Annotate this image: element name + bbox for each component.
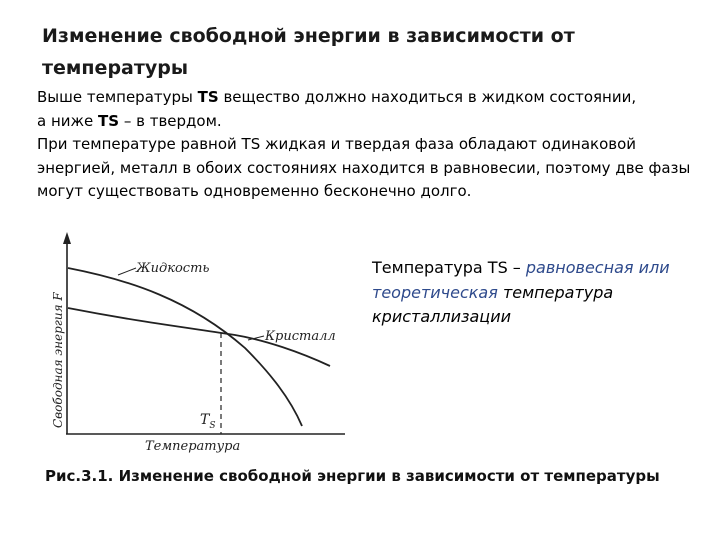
slide-title: Изменение свободной энергии в зависимости от температуры	[42, 25, 575, 79]
body-paragraph-2: При температуре равной TS жидкая и твердая фаза обладают одинаковой энергией, металл в обоих состояниях находится в равновесии, поэтому две фазы могут существовать одновременно бесконечно долго.	[37, 135, 691, 200]
liquid-label: Жидкость	[136, 261, 210, 276]
note-text: Температура TS –	[372, 258, 526, 277]
body-text-run: Выше температуры	[37, 88, 198, 106]
liquid-curve	[68, 268, 302, 426]
body-text	[37, 86, 692, 204]
ts-bold: TS	[98, 111, 120, 130]
x-axis-label: Температура	[145, 439, 241, 454]
note-highlight: равновесная или теоретическая	[372, 258, 670, 302]
crystal-label: Кристалл	[265, 329, 336, 344]
ts-label-subscript: S	[209, 421, 216, 431]
ts-label-letter: T	[200, 412, 210, 428]
ts-label	[200, 412, 216, 431]
equilibrium-note	[372, 256, 702, 330]
note-text-italic: температура кристаллизации	[372, 282, 614, 326]
body-paragraph-1	[37, 86, 692, 133]
liquid-leader	[118, 268, 136, 275]
body-text-run: – в твердом.	[119, 111, 222, 130]
y-axis-label: Свободная энергия F	[51, 292, 65, 428]
y-axis-arrow	[63, 232, 71, 244]
free-energy-figure	[40, 228, 370, 458]
ts-bold: TS	[197, 88, 219, 106]
body-text-run: вещество должно находиться в жидком состоянии,	[218, 88, 637, 106]
free-energy-diagram	[40, 228, 370, 458]
body-text-run: а ниже	[37, 111, 99, 130]
figure-caption: Рис.3.1. Изменение свободной энергии в зависимости от температуры	[45, 467, 660, 485]
